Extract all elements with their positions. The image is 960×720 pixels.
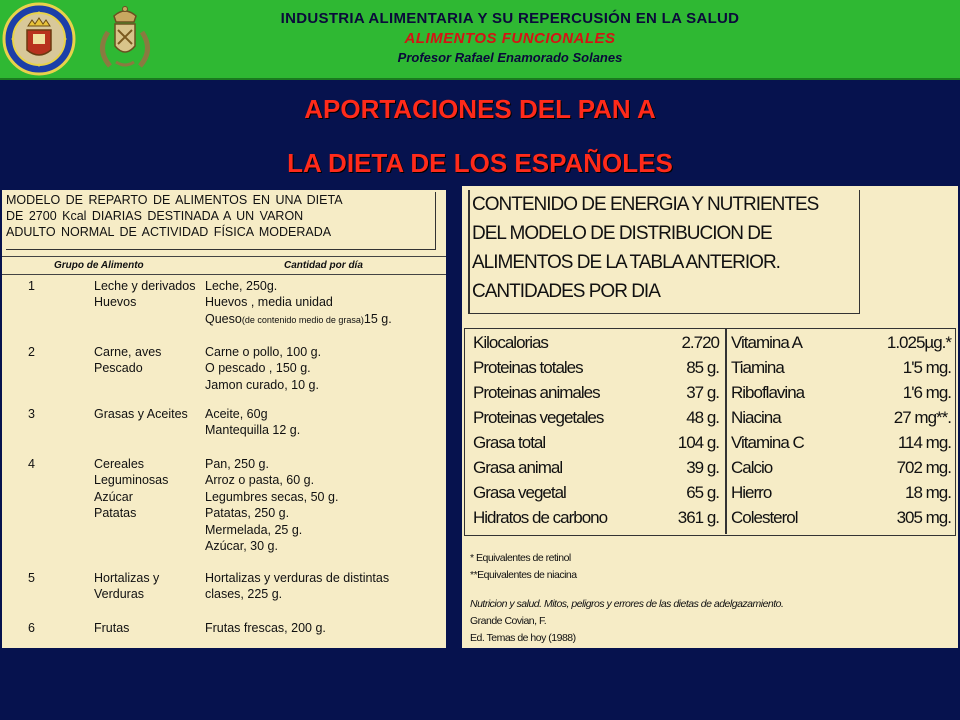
nutrient-value: 65 g.	[686, 483, 719, 502]
food-amount: Aceite, 60g	[205, 407, 268, 421]
table-row	[465, 356, 955, 381]
food-amount: Pan, 250 g.	[205, 457, 269, 471]
food-group: Leche y derivados	[94, 279, 196, 293]
nutrient-value: 37 g.	[686, 383, 719, 402]
university-seal-icon	[2, 2, 76, 76]
table-row	[465, 456, 955, 481]
header-title: INDUSTRIA ALIMENTARIA Y SU REPERCUSIÓN EN LA SALUD	[280, 10, 740, 27]
table-row	[465, 481, 955, 506]
footnote: * Equivalentes de retinol	[470, 552, 571, 564]
food-amount: Jamon curado, 10 g.	[205, 377, 319, 392]
food-amount-cheese: Queso(de contenido medio de grasa)15 g.	[205, 311, 392, 326]
nutrient-table	[464, 328, 956, 536]
nutrient-label: Vitamina C	[731, 433, 804, 452]
nutrient-label: Proteinas totales	[473, 358, 583, 377]
food-amount: clases, 225 g.	[205, 587, 283, 602]
row-number: 5	[28, 571, 35, 585]
food-group: Carne, aves	[94, 345, 162, 359]
reference-author: Grande Covian, F.	[470, 615, 547, 627]
nutrient-value: 114 mg.	[897, 433, 951, 452]
row-number: 4	[28, 457, 35, 471]
slide-title-line2: LA DIETA DE LOS ESPAÑOLES	[287, 148, 673, 178]
row-number: 6	[28, 621, 35, 635]
nutrient-label: Grasa total	[473, 433, 546, 452]
nutrient-label: Proteinas animales	[473, 383, 600, 402]
table-divider	[2, 256, 446, 257]
food-distribution-panel	[2, 190, 446, 648]
nutrient-value: 39 g.	[686, 458, 719, 477]
nutrient-value: 702 mg.	[896, 458, 951, 477]
food-amount: Patatas, 250 g.	[205, 506, 290, 521]
reference-publisher: Ed. Temas de hoy (1988)	[470, 632, 576, 644]
nutrient-label: Kilocalorias	[473, 333, 548, 352]
left-intro-line: DE 2700 Kcal DIARIAS DESTINADA A UN VARON	[6, 209, 304, 223]
reference-title: Nutricion y salud. Mitos, peligros y errores de las dietas de adelgazamiento.	[470, 598, 784, 610]
food-amount: Frutas frescas, 200 g.	[205, 621, 326, 635]
header-subtitle: ALIMENTOS FUNCIONALES	[404, 30, 616, 47]
food-amount: Hortalizas y verduras de distintas	[205, 571, 390, 585]
left-intro-box	[6, 192, 436, 250]
food-group: Hortalizas y	[94, 571, 160, 585]
nutrient-value: 48 g.	[686, 408, 719, 427]
header-bar	[0, 0, 960, 80]
food-group: Azúcar	[94, 489, 133, 504]
nutrient-label: Proteinas vegetales	[473, 408, 604, 427]
left-intro-line: ADULTO NORMAL DE ACTIVIDAD FÍSICA MODERADA	[6, 225, 332, 239]
nutrient-value: 361 g.	[677, 508, 719, 527]
nutrient-label: Hierro	[731, 483, 772, 502]
table-divider	[2, 274, 446, 275]
nutrient-value: 27 mg**.	[893, 408, 951, 427]
nutrient-label: Calcio	[731, 458, 773, 477]
food-amount: Leche, 250g.	[205, 279, 278, 293]
food-group: Verduras	[94, 587, 145, 602]
right-intro-box	[468, 190, 860, 314]
left-intro-line: MODELO DE REPARTO DE ALIMENTOS EN UNA DIETA	[6, 193, 343, 207]
food-group: Frutas	[94, 621, 130, 635]
nutrient-value: 1'5 mg.	[902, 358, 951, 377]
food-amount: Azúcar, 30 g.	[205, 539, 278, 554]
food-group: Huevos	[94, 295, 137, 310]
row-number: 2	[28, 345, 35, 359]
nutrient-value: 1.025µg.*	[886, 333, 951, 352]
nutrient-label: Grasa animal	[473, 458, 563, 477]
food-amount: Huevos , media unidad	[205, 295, 333, 310]
table-row	[465, 406, 955, 431]
food-amount: Arroz o pasta, 60 g.	[205, 473, 315, 488]
coat-of-arms-crown-icon	[88, 2, 162, 76]
column-header-amount: Cantidad por día	[284, 260, 363, 271]
food-amount: Mermelada, 25 g.	[205, 522, 303, 537]
food-group: Pescado	[94, 361, 143, 376]
nutrient-label: Vitamina A	[731, 333, 802, 352]
nutrient-value: 18 mg.	[905, 483, 951, 502]
nutrient-value: 2.720	[681, 333, 719, 352]
nutrient-label: Riboflavina	[731, 383, 805, 402]
table-row	[465, 331, 955, 356]
food-amount: Carne o pollo, 100 g.	[205, 345, 322, 359]
table-row	[465, 431, 955, 456]
footnote: **Equivalentes de niacina	[470, 569, 577, 581]
food-amount: Legumbres secas, 50 g.	[205, 489, 339, 504]
slide-title-line1: APORTACIONES DEL PAN A	[304, 94, 656, 124]
nutrient-value: 104 g.	[677, 433, 719, 452]
right-intro-line: CANTIDADES POR DIA	[472, 281, 660, 302]
nutrient-content-panel	[462, 186, 958, 648]
food-group: Patatas	[94, 506, 137, 521]
row-number: 3	[28, 407, 35, 421]
food-group: Cereales	[94, 457, 145, 471]
header-author: Profesor Rafael Enamorado Solanes	[397, 50, 623, 65]
food-group: Grasas y Aceites	[94, 407, 188, 421]
table-row	[465, 381, 955, 406]
row-number: 1	[28, 279, 35, 293]
right-intro-line: ALIMENTOS DE LA TABLA ANTERIOR.	[472, 252, 780, 273]
nutrient-label: Tiamina	[731, 358, 784, 377]
nutrient-label: Hidratos de carbono	[473, 508, 608, 527]
right-intro-line: DEL MODELO DE DISTRIBUCION DE	[472, 223, 772, 244]
column-header-group: Grupo de Alimento	[54, 260, 144, 271]
food-amount: Mantequilla 12 g.	[205, 423, 301, 438]
nutrient-label: Niacina	[731, 408, 781, 427]
food-group: Leguminosas	[94, 473, 169, 488]
right-intro-line: CONTENIDO DE ENERGIA Y NUTRIENTES	[472, 194, 819, 215]
nutrient-value: 305 mg.	[896, 508, 951, 527]
table-row	[465, 506, 955, 531]
nutrient-value: 85 g.	[686, 358, 719, 377]
nutrient-label: Grasa vegetal	[473, 483, 566, 502]
food-amount: O pescado , 150 g.	[205, 361, 311, 376]
nutrient-value: 1'6 mg.	[902, 383, 951, 402]
nutrient-label: Colesterol	[731, 508, 798, 527]
